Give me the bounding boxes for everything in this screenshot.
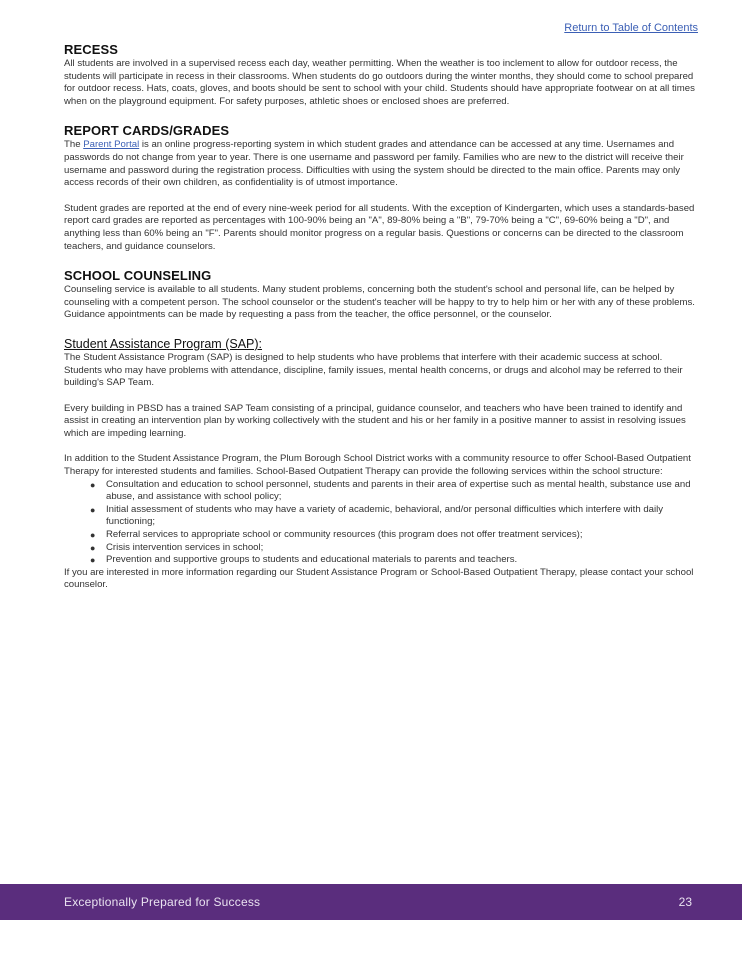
- list-item: ● Consultation and education to school personnel, students and parents in their area of expertise such as mental health, substance use and abuse, and assistance with school policy;: [90, 478, 691, 503]
- page-content: [64, 42, 700, 592]
- recess-paragraph: All students are involved in a supervised recess each day, weather permitting. When the weather is too inclement to allow for outdoor recess, the students will participate in recess in their classrooms. When students do go outdoors during the winter months, they should come to school prepared for outdoor recess. Hats, coats, gloves, and boots should be sent to school with your child. Students should have appropriate footwear on at all times when on the playground equipment. For safety purposes, athletic shoes or enclosed shoes are preferred.: [64, 58, 695, 107]
- bullet-icon: ●: [90, 479, 96, 490]
- school-counseling-heading: SCHOOL COUNSELING: [64, 268, 212, 284]
- report-cards-section: [64, 123, 700, 253]
- list-item: ● Crisis intervention services in school;: [90, 541, 264, 553]
- school-counseling-paragraph: Counseling service is available to all students. Many student problems, concerning both the student's school and personal life, can be helped by counseling with a competent person. The school counselor or the student's teacher will be happy to try to help him or her with any of these problems. Guidance appointments can be made by requesting a pass from the teacher, the office personnel, or the counselor.: [64, 284, 695, 321]
- report-cards-paragraph-1: [64, 139, 700, 189]
- report-cards-heading: REPORT CARDS/GRADES: [64, 123, 230, 139]
- sap-paragraph-3: In addition to the Student Assistance Program, the Plum Borough School District works with a community resource to offer School-Based Outpatient Therapy for interested students and families. School-Based Outpatient Therapy can provide the following services within the school structure:: [64, 453, 691, 478]
- list-item: ● Referral services to appropriate school or community resources (this program does not offer treatment services);: [90, 529, 583, 541]
- bullet-icon: ●: [90, 555, 96, 566]
- footer-tagline: Exceptionally Prepared for Success: [64, 895, 261, 909]
- bullet-icon: ●: [90, 542, 96, 553]
- bullet-icon: ●: [90, 530, 96, 541]
- page-number: 23: [678, 895, 692, 909]
- page-footer: [0, 884, 742, 920]
- report-cards-paragraph-2: Student grades are reported at the end of every nine-week period for all students. With the exception of Kindergarten, which uses a standards-based report card grades are reported as percentages with 100-90% being an "A", 89-80% being a "B", 79-70% being a "C", 69-60% being a "D", and anything less than 60% being an "F". Parents should monitor progress on a regular basis. Questions or concerns can be directed to the classroom teachers, and guidance counselors.: [64, 202, 695, 252]
- return-to-toc-link[interactable]: Return to Table of Contents: [564, 22, 698, 34]
- bullet-icon: ●: [90, 504, 96, 515]
- list-item: ● Prevention and supportive groups to students and educational materials to parents and teachers.: [90, 554, 518, 566]
- sap-paragraph-1: The Student Assistance Program (SAP) is designed to help students who have problems that interfere with their academic success at school. Students who may have problems with attendance, discipline, family issues, mental health concerns, or drugs and alcohol may be referred to their building's SAP Team.: [64, 351, 683, 389]
- sap-heading: Student Assistance Program (SAP):: [64, 336, 263, 351]
- recess-section: [64, 42, 700, 108]
- report-cards-p1-rest: is an online progress-reporting system in which student grades and attendance can be accessed at any time. Usernames and passwords do not change from year to year. There is one username and password per family. Families who are new to the district will receive their username and password during the registration process. Difficulties with using the system should be directed to the main office. Parents may only access records of their own children, as confidentiality is of utmost importance.: [64, 139, 684, 189]
- school-counseling-section: [64, 268, 700, 322]
- sap-services-list: [64, 479, 700, 567]
- sap-paragraph-2: Every building in PBSD has a trained SAP Team consisting of a principal, guidance counselor, and teachers who have been trained to identify and assist in creating an intervention plan by working collectively with the student and his or her family in a positive manner to assist in resolving issues which are impeding learning.: [64, 402, 686, 439]
- parent-portal-link[interactable]: Parent Portal: [83, 139, 140, 151]
- report-cards-p1-prefix: The: [64, 139, 84, 151]
- sap-section: [64, 337, 700, 592]
- recess-heading: RECESS: [64, 42, 119, 57]
- list-item: ● Initial assessment of students who may have a variety of academic, behavioral, and/or personal difficulties which interfere with daily functioning;: [90, 503, 664, 528]
- sap-paragraph-4: If you are interested in more information regarding our Student Assistance Program or School-Based Outpatient Therapy, please contact your school counselor.: [64, 566, 694, 591]
